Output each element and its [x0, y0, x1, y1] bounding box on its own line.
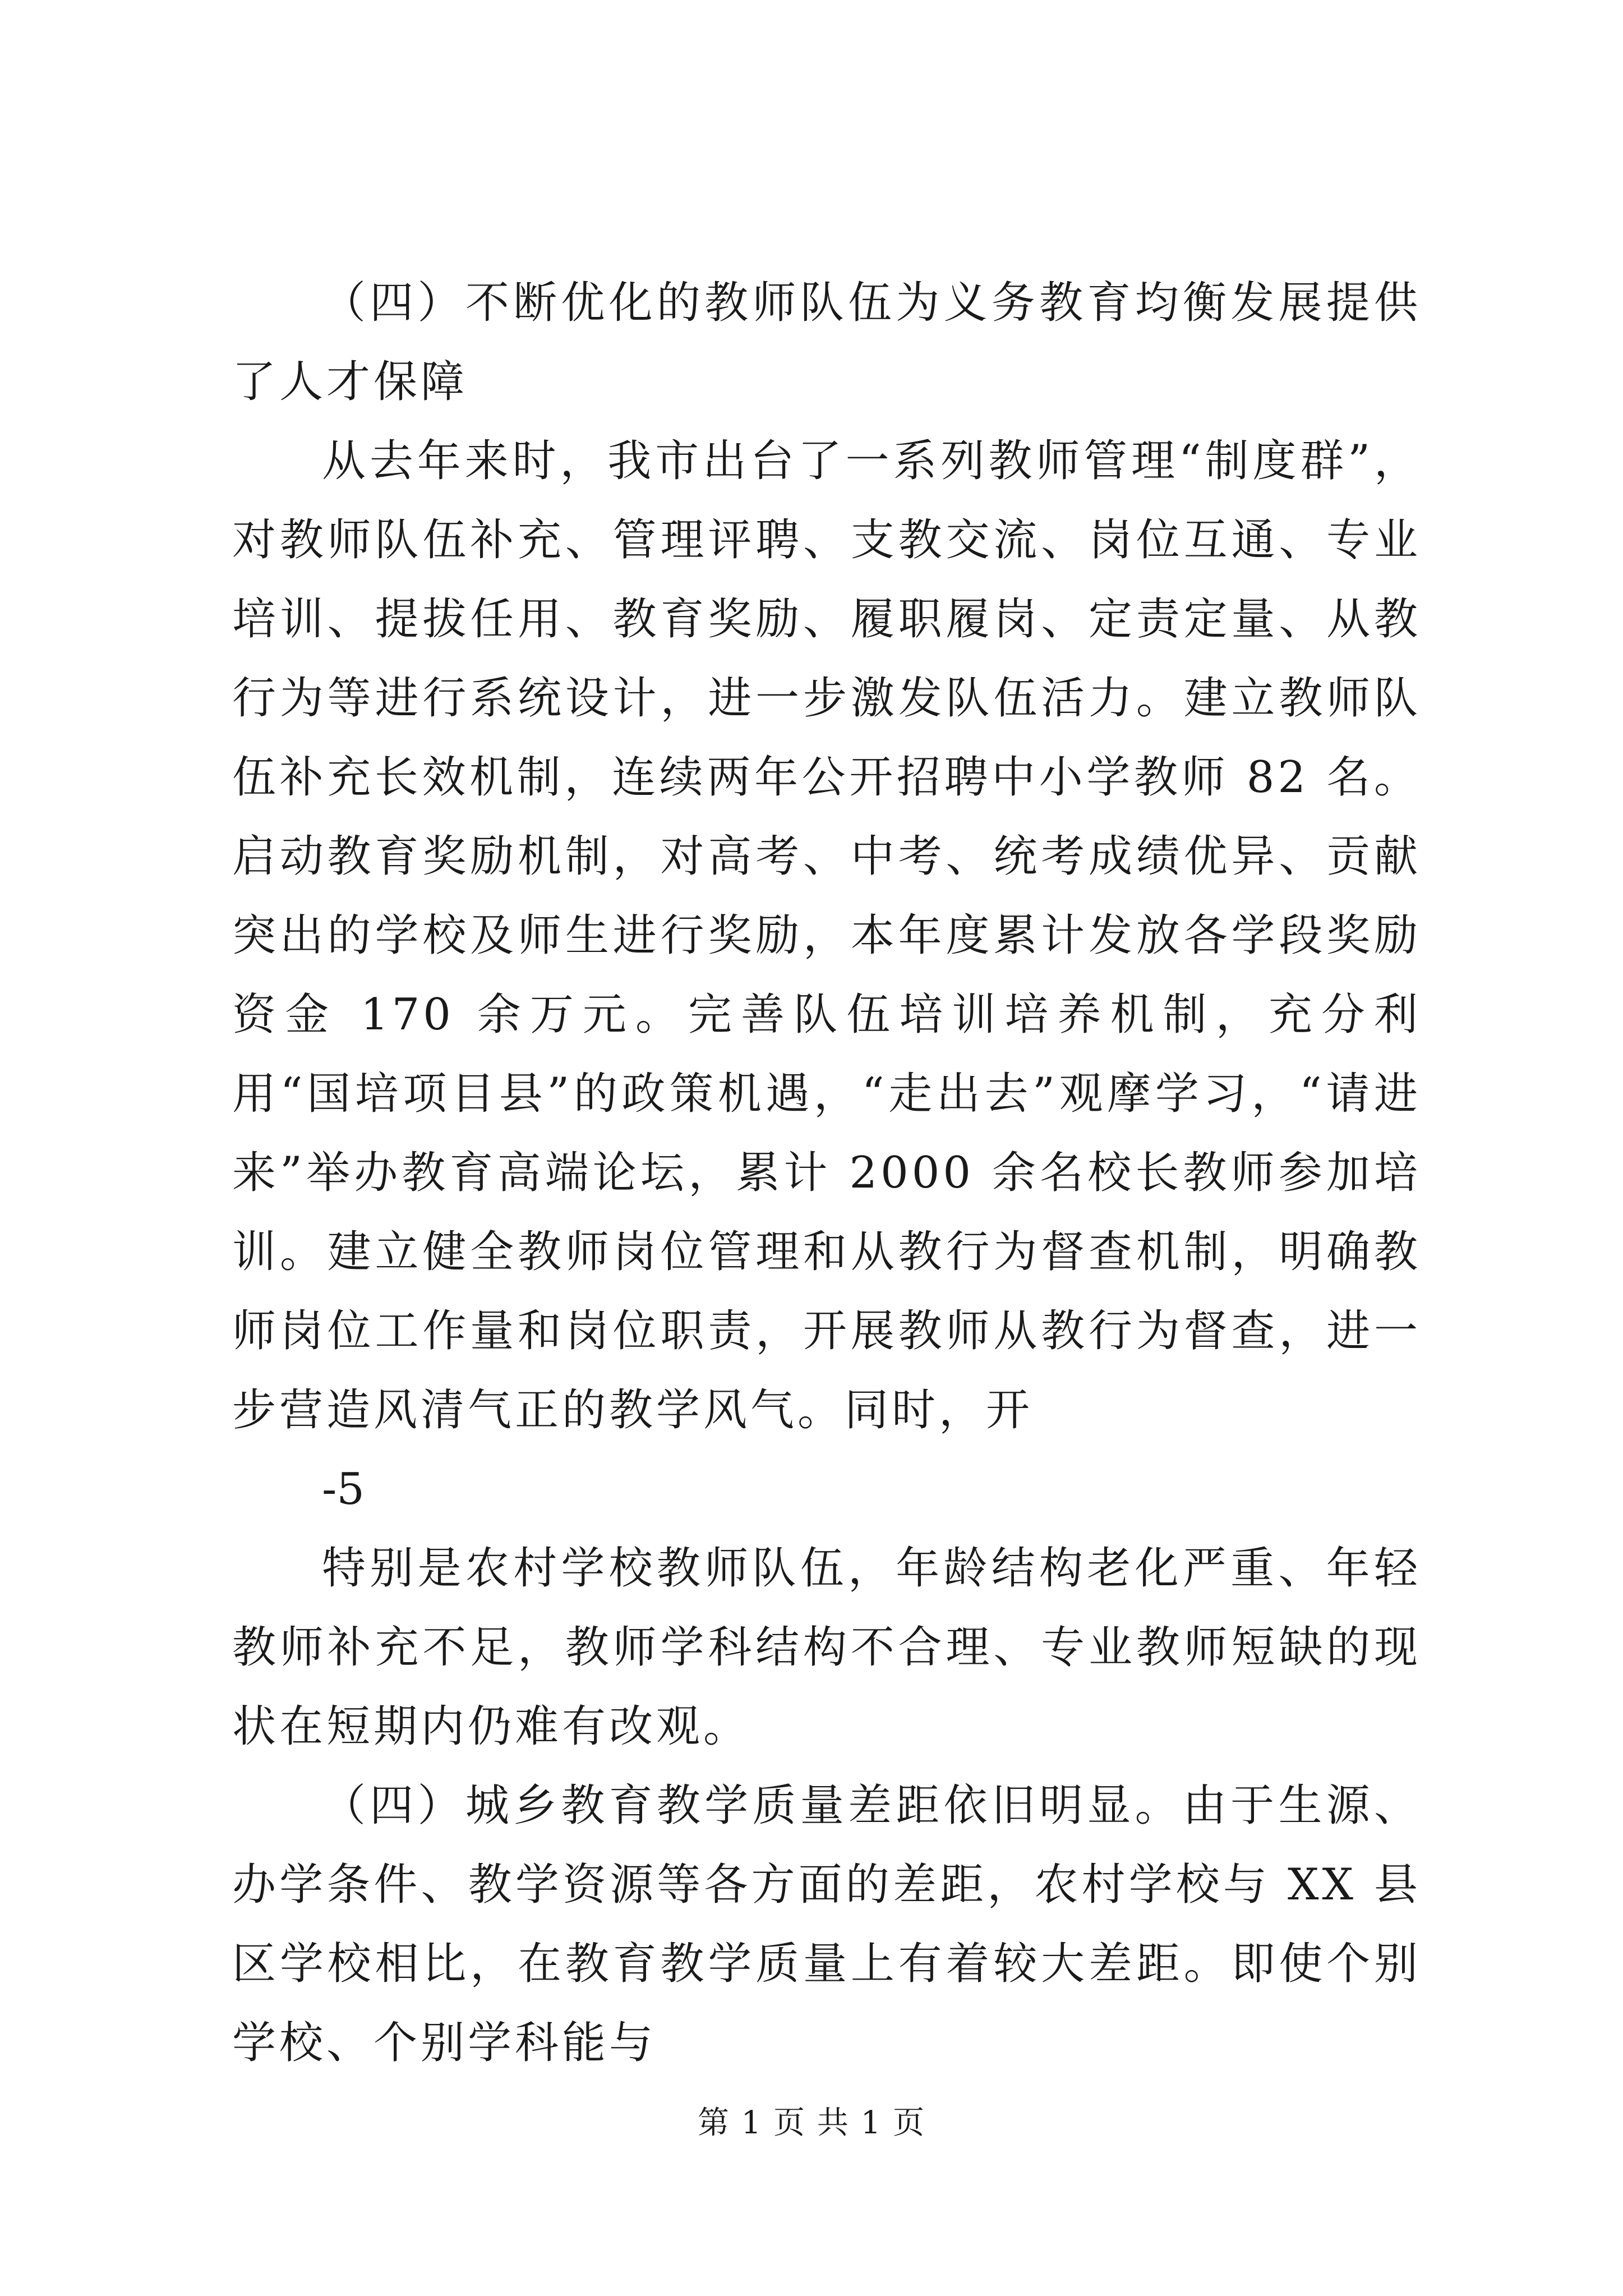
paragraph-quality-gap: （四）城乡教育教学质量差距依旧明显。由于生源、办学条件、教学资源等各方面的差距，农村学校与 XX 县区学校相比，在教育教学质量上有着较大差距。即使个别学校、个别学科能与 — [232, 1780, 1421, 2068]
paragraph-teacher-management: 从去年来时，我市出台了一系列教师管理“制度群”，对教师队伍补充、管理评聘、支教交流、岗位互通、专业培训、提拔任用、教育奖励、履职履岗、定责定量、从教行为等进行系统设计，进一步激发队伍活力。建立教师队伍补充长效机制，连续两年公开招聘中小学教师 82 名。启动教育奖励机制，对高考、中考、统考成绩优异、贡献突出的学校及师生进行奖励，本年度累计发放各学段奖励资金 170 余万元。完善队伍培训培养机制，充分利用“国培项目县”的政策机遇，“走出去”观摩学习，“请进来”举办教育高端论坛，累计 2000 余名校长教师参加培训。建立健全教师岗位管理和从教行为督查机制，明确教师岗位工作量和岗位职责，开展教师从教行为督查，进一步营造风清气正的教学风气。同时，开 — [232, 436, 1421, 1435]
section-heading: （四）不断优化的教师队伍为义务教育均衡发展提供了人才保障 — [232, 278, 1421, 407]
paragraph-rural-teachers: 特别是农村学校教师队伍，年龄结构老化严重、年轻教师补充不足，教师学科结构不合理、专业教师短缺的现状在短期内仍难有改观。 — [232, 1543, 1421, 1752]
page-marker: -5 — [322, 1464, 365, 1515]
document-body — [232, 264, 1421, 2083]
page-footer: 第 1 页 共 1 页 — [697, 2105, 926, 2141]
